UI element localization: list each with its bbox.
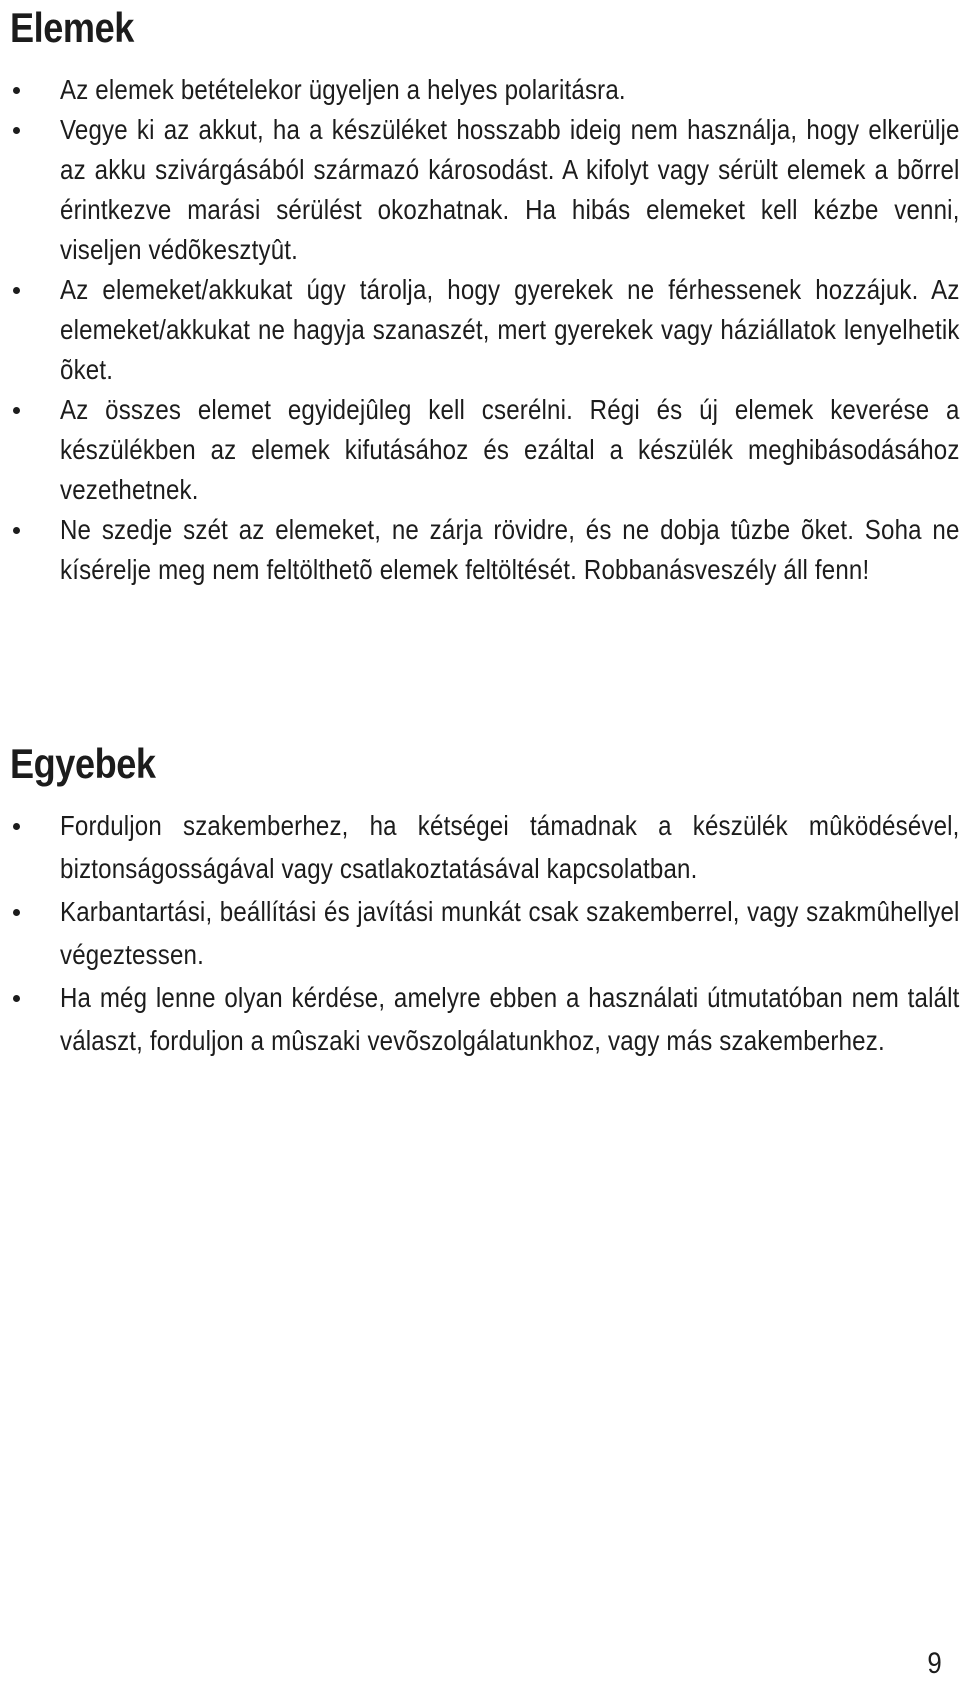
list-item-text: Ha még lenne olyan kérdése, amelyre ebben a használati útmutatóban nem talált választ, forduljon a mûszaki vevõszolgálatunkhoz, vagy más szakemberhez.: [60, 982, 960, 1056]
list-item: [0, 804, 960, 890]
list-item-text: Az elemek betételekor ügyeljen a helyes polaritásra.: [60, 74, 626, 105]
list-item-text: Forduljon szakemberhez, ha kétségei támadnak a készülék mûködésével, biztonságosságával vagy csatlakoztatásával kapcsolatban.: [60, 810, 960, 884]
bullet-icon: [13, 407, 20, 414]
list-item: [0, 390, 960, 510]
batteries-list: [0, 70, 960, 590]
list-item-text: Vegye ki az akkut, ha a készüléket hosszabb ideig nem használja, hogy elkerülje az akku szivárgásából származó károsodást. A kifolyt vagy sérült elemek a bõrrel érintkezve marási sérülést okozhatnak. Ha hibás elemeket kell kézbe venni, viseljen védõkesztyût.: [60, 114, 960, 265]
other-list: [0, 804, 960, 1062]
list-item: [0, 976, 960, 1062]
bullet-icon: [13, 127, 20, 134]
list-item: [0, 510, 960, 590]
list-item-text: Ne szedje szét az elemeket, ne zárja rövidre, és ne dobja tûzbe õket. Soha ne kísérelje meg nem feltölthetõ elemek feltöltését. Robbanásveszély áll fenn!: [60, 514, 960, 585]
page-number: 9: [927, 1647, 942, 1680]
section-heading-egyebek: Egyebek: [10, 740, 156, 787]
bullet-icon: [13, 287, 20, 294]
list-item: [0, 110, 960, 270]
bullet-icon: [13, 995, 20, 1002]
list-item-text: Az elemeket/akkukat úgy tárolja, hogy gyerekek ne férhessenek hozzájuk. Az elemeket/akkukat ne hagyja szanaszét, mert gyerekek vagy háziállatok lenyelhetik õket.: [60, 274, 960, 385]
bullet-icon: [13, 823, 20, 830]
bullet-icon: [13, 87, 20, 94]
bullet-icon: [13, 527, 20, 534]
list-item-text: Az összes elemet egyidejûleg kell cserélni. Régi és új elemek keverése a készülékben az elemek kifutásához és ezáltal a készülék meghibásodásához vezethetnek.: [60, 394, 960, 505]
list-item: [0, 70, 960, 110]
list-item: [0, 270, 960, 390]
section-heading-elemek: Elemek: [10, 4, 134, 51]
bullet-icon: [13, 909, 20, 916]
list-item-text: Karbantartási, beállítási és javítási munkát csak szakemberrel, vagy szakmûhellyel végeztessen.: [60, 896, 960, 970]
list-item: [0, 890, 960, 976]
